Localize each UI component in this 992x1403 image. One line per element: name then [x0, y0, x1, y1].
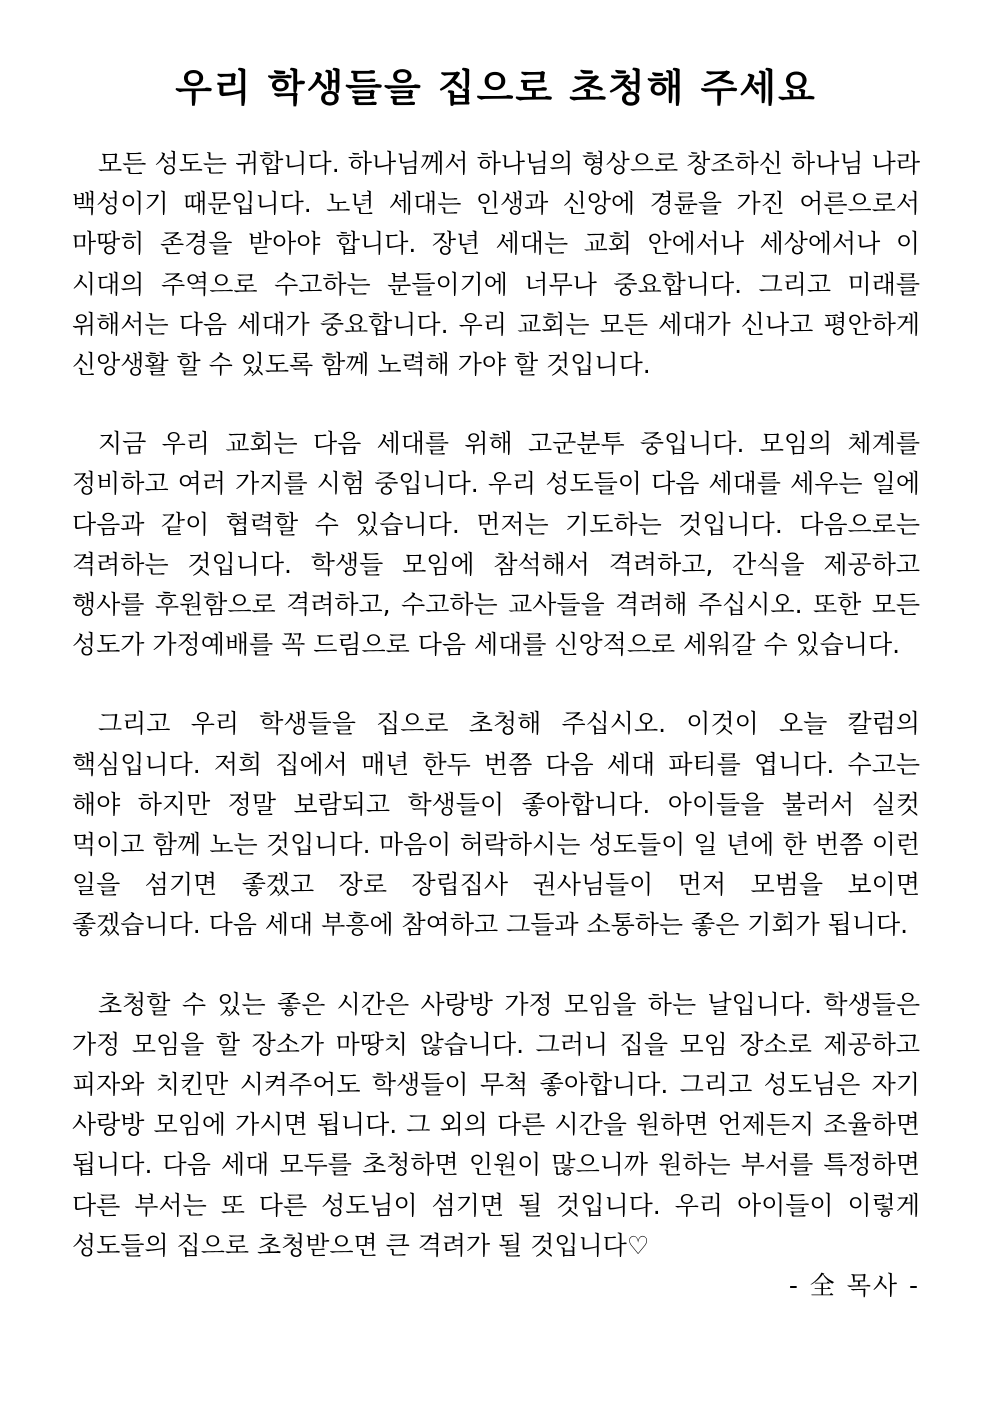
document-page — [72, 58, 920, 1306]
signature: - 全 목사 - — [788, 1271, 920, 1301]
paragraph-2: 지금 우리 교회는 다음 세대를 위해 고군분투 중입니다. 모임의 체계를 정비하고 여러 가지를 시험 중입니다. 우리 성도들이 다음 세대를 세우는 일에 다음과 같이 협력할 수 있습니다. 먼저는 기도하는 것입니다. 다음으로는 격려하는 것입니다. 학생들 모임에 참석해서 격려하고, 간식을 제공하고 행사를 후원함으로 격려하고, 수고하는 교사들을 격려해 주십시오. 또한 모든 성도가 가정예배를 꼭 드림으로 다음 세대를 신앙적으로 세워갈 수 있습니다. — [72, 429, 920, 660]
paragraph-3: 그리고 우리 학생들을 집으로 초청해 주십시오. 이것이 오늘 칼럼의 핵심입니다. 저희 집에서 매년 한두 번쯤 다음 세대 파티를 엽니다. 수고는 해야 하지만 정말 보람되고 학생들이 좋아합니다. 아이들을 불러서 실컷 먹이고 함께 노는 것입니다. 마음이 허락하시는 성도들이 일 년에 한 번쯤 이런 일을 섬기면 좋겠고 장로 장립집사 권사님들이 먼저 모범을 보이면 좋겠습니다. 다음 세대 부흥에 참여하고 그들과 소통하는 좋은 기회가 됩니다. — [72, 709, 920, 940]
document-title: 우리 학생들을 집으로 초청해 주세요 — [175, 66, 817, 110]
paragraph-4: 초청할 수 있는 좋은 시간은 사랑방 가정 모임을 하는 날입니다. 학생들은 가정 모임을 할 장소가 마땅치 않습니다. 그러니 집을 모임 장소로 제공하고 피자와 치킨만 시켜주어도 학생들이 무척 좋아합니다. 그리고 성도님은 자기 사랑방 모임에 가시면 됩니다. 그 외의 다른 시간을 원하면 언제든지 조율하면 됩니다. 다음 세대 모두를 초청하면 인원이 많으니까 원하는 부서를 특정하면 다른 부서는 또 다른 성도님이 섬기면 될 것입니다. 우리 아이들이 이렇게 성도들의 집으로 초청받으면 큰 격려가 될 것입니다♡ — [72, 989, 920, 1260]
paragraph-1: 모든 성도는 귀합니다. 하나님께서 하나님의 형상으로 창조하신 하나님 나라 백성이기 때문입니다. 노년 세대는 인생과 신앙에 경륜을 가진 어른으로서 마땅히 존경을 받아야 합니다. 장년 세대는 교회 안에서나 세상에서나 이 시대의 주역으로 수고하는 분들이기에 너무나 중요합니다. 그리고 미래를 위해서는 다음 세대가 중요합니다. 우리 교회는 모든 세대가 신나고 평안하게 신앙생활 할 수 있도록 함께 노력해 가야 할 것입니다. — [72, 149, 920, 380]
